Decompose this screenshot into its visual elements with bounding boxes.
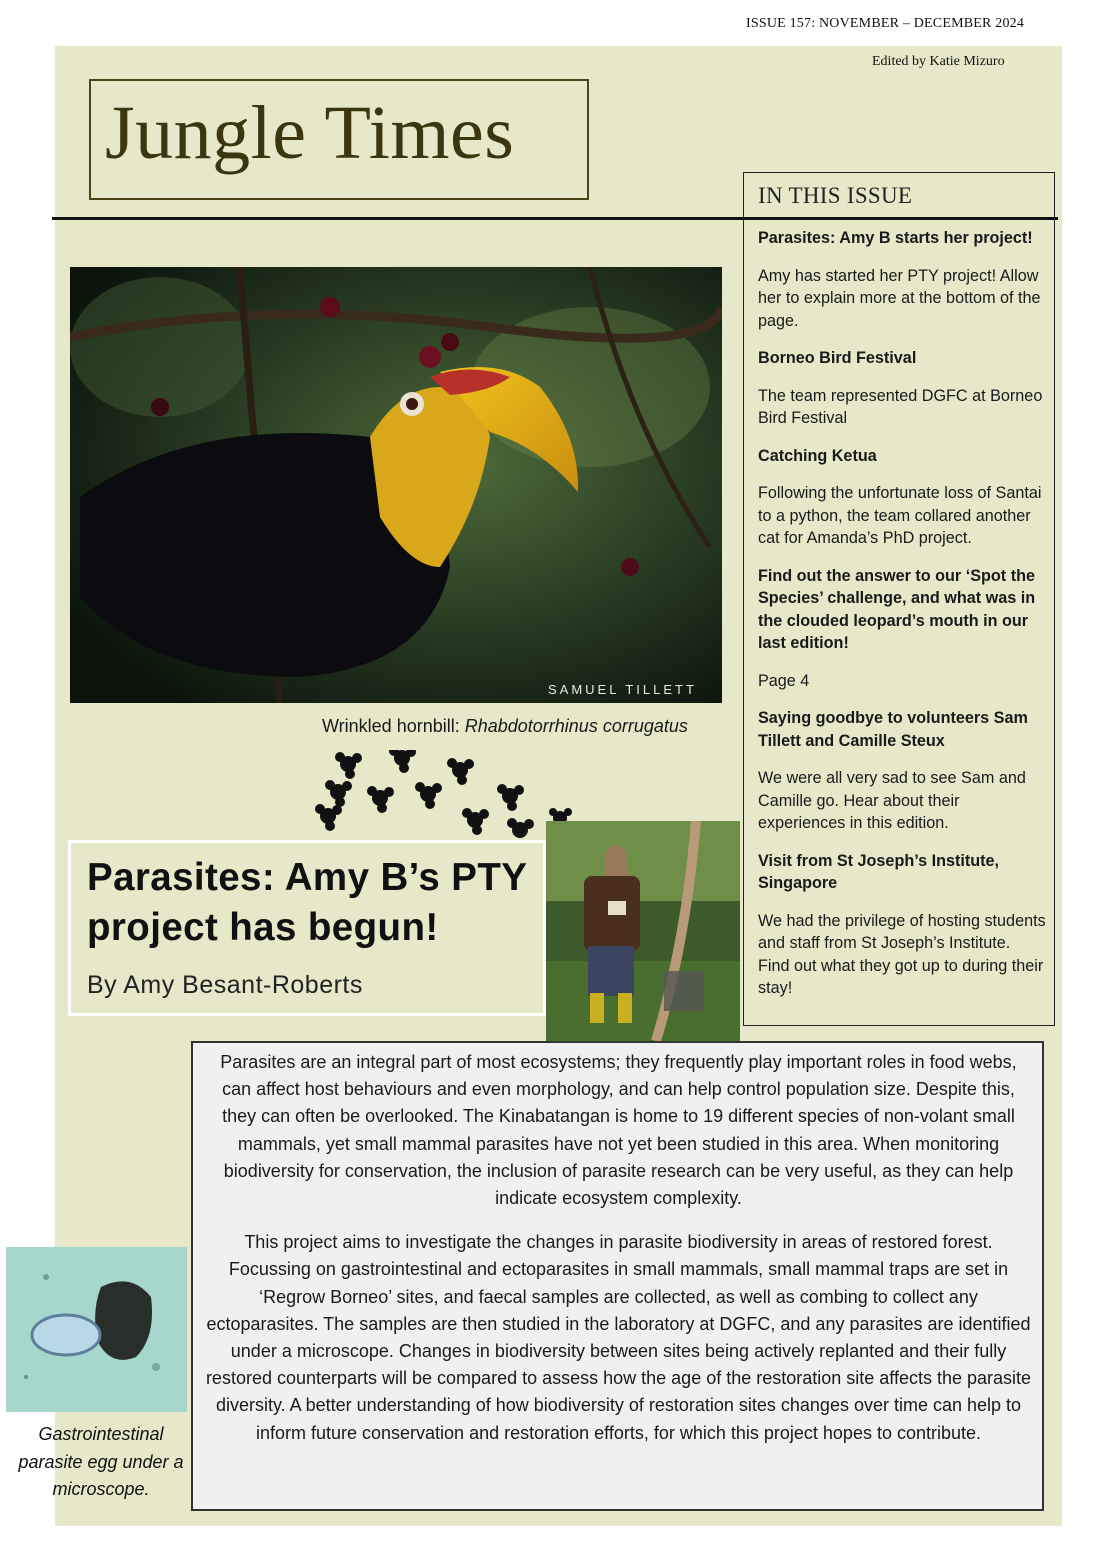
photo-credit: SAMUEL TILLETT bbox=[548, 682, 697, 697]
caption-species: Rhabdotorrhinus corrugatus bbox=[464, 716, 688, 736]
toc-item-text: We were all very sad to see Sam and Camille go. Hear about their experiences in this edition. bbox=[758, 769, 1026, 832]
article-title: Parasites: Amy B’s PTY project has begun! bbox=[87, 856, 527, 949]
microscope-photo bbox=[6, 1247, 187, 1412]
microscope-caption: Gastrointestinal parasite egg under a microscope. bbox=[18, 1424, 184, 1499]
issue-line: ISSUE 157: NOVEMBER – DECEMBER 2024 bbox=[746, 16, 1025, 31]
article-byline: By Amy Besant-Roberts bbox=[87, 971, 363, 999]
toc-item-title: Find out the answer to our ‘Spot the Species’ challenge, and what was in the clouded leopard’s mouth in our last edition! bbox=[758, 566, 1036, 652]
article-paragraph: This project aims to investigate the changes in parasite biodiversity in areas of restored forest. Focussing on gastrointestinal and ectoparasites in small mammals, small mammal traps are set in ‘Regrow Borneo’ sites, and faecal samples are collected, as well as combing to collect any ectoparasites. The samples are then studied in the laboratory at DGFC, and any parasites are identified under a microscope. Changes in biodiversity between sites being actively replanted and their fully restored counterparts will be compared to assess how the age of the restoration site affects the parasite diversity. A better understanding of how biodiversity of restoration sites changes over time can help to inform future conservation and restoration efforts, for which this project hopes to contribute. bbox=[205, 1232, 1032, 1443]
article-paragraph: Parasites are an integral part of most ecosystems; they frequently play important roles in food webs, can affect host behaviours and even morphology, and can help control population size. Despite this, they can often be overlooked. The Kinabatangan is home to 19 different species of non-volant small mammals, yet small mammal parasites have not yet been studied in this area. When monitoring biodiversity for conservation, the inclusion of parasite research can be very useful, as they can help indicate ecosystem complexity. bbox=[220, 1052, 1017, 1209]
editor-credit: Edited by Katie Mizuro bbox=[872, 54, 1005, 69]
hornbill-photo bbox=[70, 267, 722, 703]
toc-item-title: Borneo Bird Festival bbox=[758, 349, 917, 367]
in-this-issue-panel bbox=[743, 172, 1055, 1026]
toc-item-title: Catching Ketua bbox=[758, 446, 877, 465]
article-body-box bbox=[191, 1041, 1044, 1511]
toc-item-text: Page 4 bbox=[758, 671, 810, 690]
fieldwork-photo bbox=[546, 821, 740, 1041]
hornbill-caption bbox=[322, 716, 688, 737]
masthead-box bbox=[89, 79, 589, 200]
toc-item-title: Saying goodbye to volunteers Sam Tillett and Camille Steux bbox=[758, 709, 1028, 750]
toc-list bbox=[758, 227, 1046, 1015]
toc-item-title: Visit from St Joseph’s Institute, Singapore bbox=[758, 851, 1000, 892]
toc-item-text: We had the privilege of hosting students and staff from St Joseph’s Institute. Find out what they got up to during their stay! bbox=[758, 911, 1046, 997]
toc-heading: IN THIS ISSUE bbox=[758, 183, 913, 208]
caption-prefix: Wrinkled hornbill: bbox=[322, 716, 465, 736]
article-header-box bbox=[68, 840, 546, 1016]
toc-item-text: The team represented DGFC at Borneo Bird Festival bbox=[758, 386, 1043, 427]
masthead-title: Jungle Times bbox=[105, 91, 515, 175]
toc-item-text: Following the unfortunate loss of Santai to a python, the team collared another cat for Amanda’s PhD project. bbox=[758, 484, 1042, 547]
toc-item-text: Amy has started her PTY project! Allow her to explain more at the bottom of the page. bbox=[758, 266, 1041, 330]
article-body bbox=[205, 1049, 1032, 1464]
toc-item-title: Parasites: Amy B starts her project! bbox=[758, 229, 1033, 247]
paw-prints-decoration bbox=[310, 750, 580, 840]
